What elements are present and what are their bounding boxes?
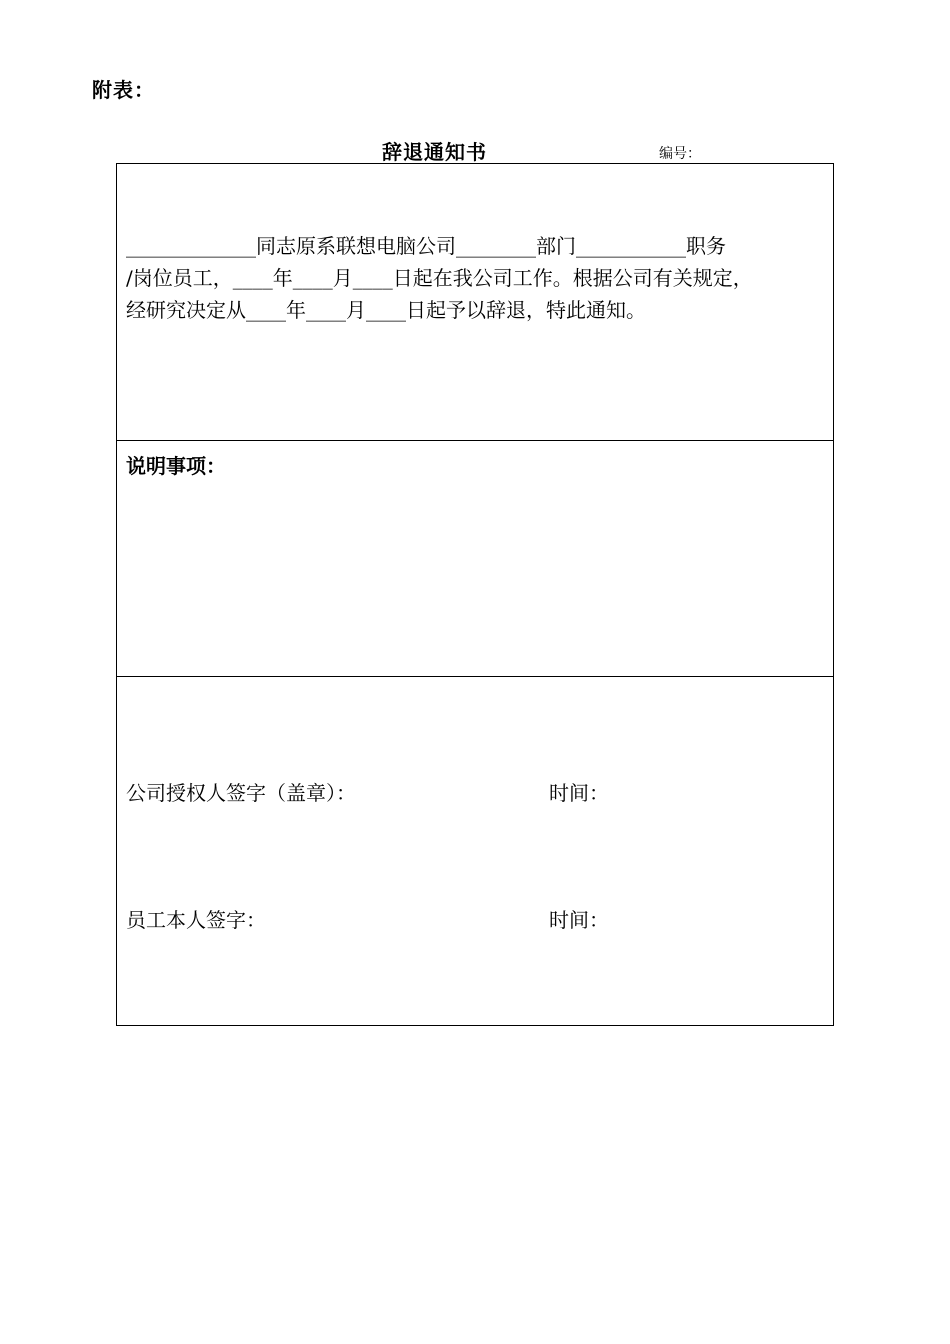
notice-body: [126, 230, 830, 326]
notice-line-2: /岗位员工，____年____月____日起在我公司工作。根据公司有关规定，: [126, 266, 753, 290]
company-signer-label: 公司授权人签字（盖章）：: [126, 781, 356, 805]
serial-number-label: 编号：: [659, 146, 701, 162]
employee-time-label: 时间：: [549, 908, 609, 932]
notice-line-3: 经研究决定从____年____月____日起予以辞退，特此通知。: [126, 298, 646, 322]
notes-section: [117, 441, 833, 677]
dismissal-notice-form: [116, 163, 834, 1026]
notice-line-1: _____________同志原系联想电脑公司________部门___________职务: [126, 234, 726, 258]
notice-section: [117, 164, 833, 441]
signature-section: [117, 677, 833, 1026]
appendix-label: 附表：: [92, 78, 155, 102]
document-title: 辞退通知书: [382, 140, 487, 164]
notes-label: 说明事项：: [126, 454, 226, 478]
employee-signer-label: 员工本人签字：: [126, 908, 266, 932]
company-time-label: 时间：: [549, 781, 609, 805]
